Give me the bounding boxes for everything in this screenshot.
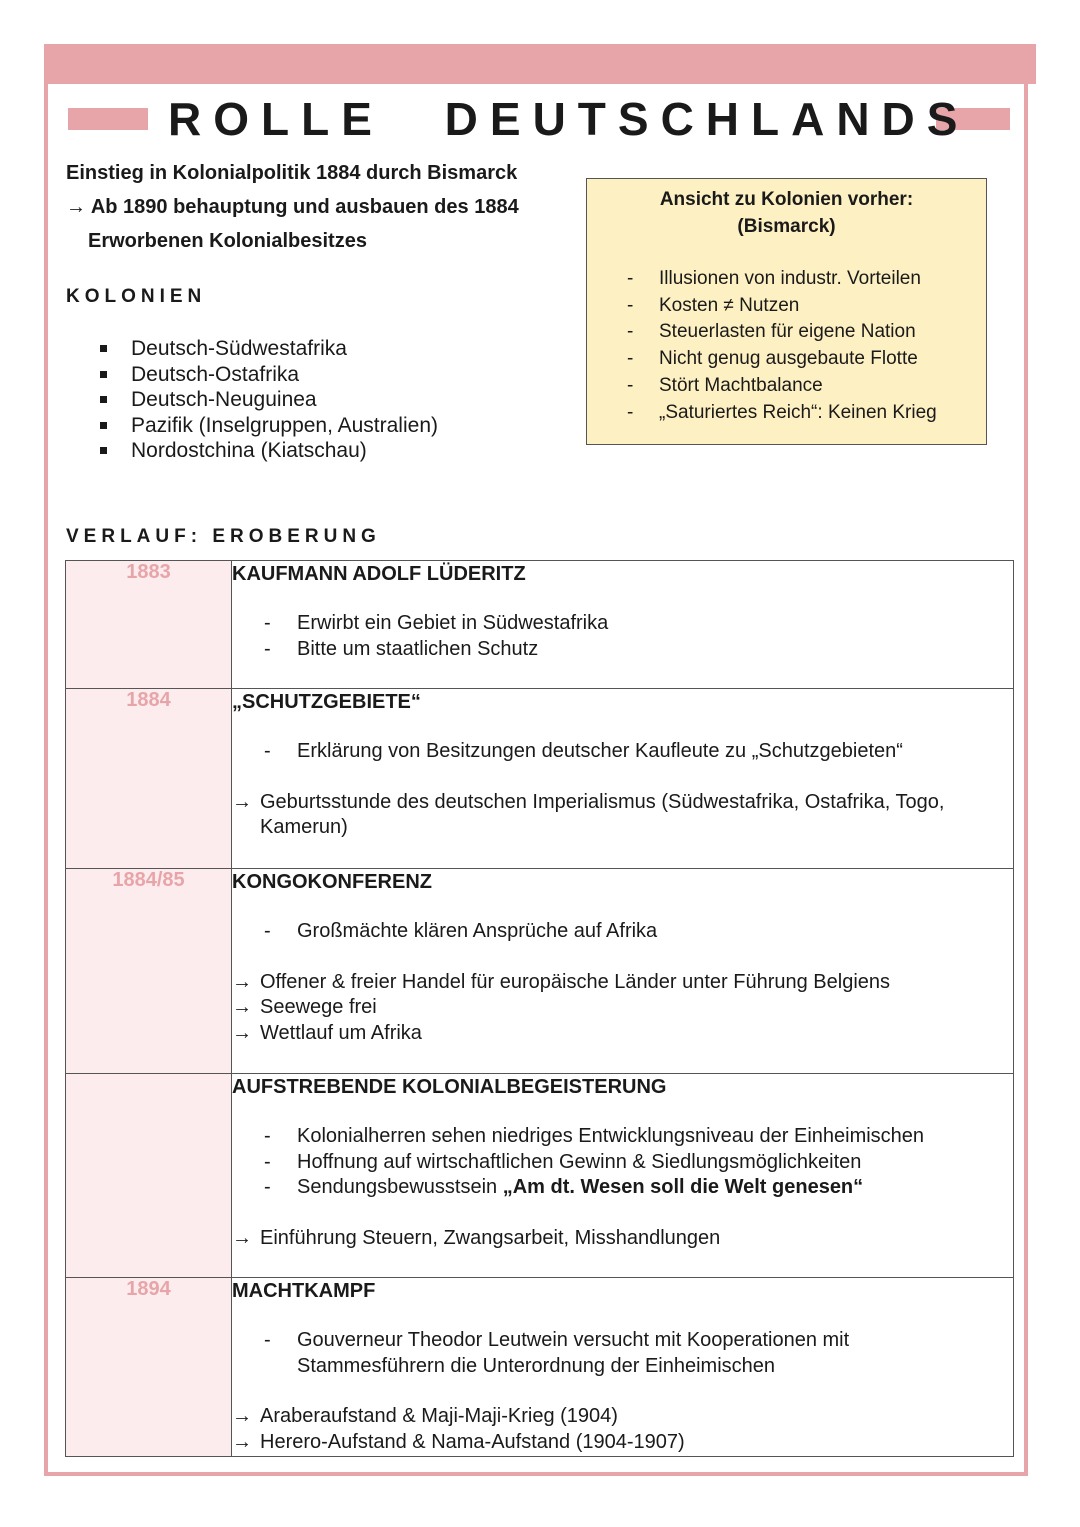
intro-line-3: Erworbenen Kolonialbesitzes [88,230,367,252]
timeline-row-title: KONGOKONFERENZ [232,871,432,893]
title-word-1: ROLLE [168,93,384,145]
colony-item: Deutsch-Südwestafrika [96,336,438,362]
timeline-year: 1894 [66,1278,232,1457]
timeline-bullets [232,919,1013,945]
note-title-line-1: Ansicht zu Kolonien vorher: [659,189,914,210]
colony-item: Nordostchina (Kiatschau) [96,438,438,464]
timeline-year: 1884 [66,689,232,869]
timeline-row [66,561,1014,689]
bullet-quote: „Am dt. Wesen soll die Welt genesen“ [502,1176,864,1198]
timeline-row [66,869,1014,1074]
timeline-content [232,869,1014,1074]
colony-item: Pazifik (Inselgruppen, Australien) [96,413,438,439]
note-title-line-2: (Bismarck) [737,216,836,237]
timeline-bullets [232,1124,1013,1201]
timeline-row [66,1074,1014,1278]
timeline-content [232,1278,1014,1457]
timeline-bullet: - Kolonialherren sehen niedriges Entwicklungsniveau der Einheimischen [232,1124,1013,1150]
title-word-2: DEUTSCHLANDS [444,93,970,145]
timeline-arrow-item: → Wettlauf um Afrika [232,1021,1013,1047]
colonies-heading: KOLONIEN [66,286,207,307]
timeline-bullet: - Erwirbt ein Gebiet in Südwestafrika [232,611,1013,637]
title-accent-left [68,108,148,130]
timeline-table [65,560,1014,1457]
timeline-row [66,689,1014,869]
note-title [587,186,986,240]
timeline-row-title: MACHTKAMPF [232,1280,376,1302]
timeline-arrow-item: → Einführung Steuern, Zwangsarbeit, Misshandlungen [232,1226,1013,1252]
note-item: - Stört Machtbalance [627,373,937,400]
timeline-arrow-item: → Herero-Aufstand & Nama-Aufstand (1904-1907) [232,1430,1013,1456]
timeline-arrows [232,970,1013,1047]
timeline-bullet: - Hoffnung auf wirtschaftlichen Gewinn & Siedlungsmöglichkeiten [232,1150,1013,1176]
timeline-arrow-item: → Araberaufstand & Maji-Maji-Krieg (1904) [232,1404,1013,1430]
timeline-year: 1883 [66,561,232,689]
page-title [150,92,970,146]
timeline-row [66,1278,1014,1457]
note-list [627,266,937,426]
bullet-prefix: Sendungsbewusstsein [297,1176,503,1198]
timeline-content [232,561,1014,689]
timeline-arrow-item: → Seewege frei [232,995,1013,1021]
timeline-row-title: AUFSTREBENDE KOLONIALBEGEISTERUNG [232,1076,667,1098]
timeline-bullet: - Bitte um staatlichen Schutz [232,637,1013,663]
note-item: - Nicht genug ausgebaute Flotte [627,346,937,373]
colonies-list [96,336,438,464]
timeline-bullet [232,1175,1013,1201]
timeline-bullet: - Erklärung von Besitzungen deutscher Kaufleute zu „Schutzgebieten“ [232,739,1013,765]
note-item: - Kosten ≠ Nutzen [627,293,937,320]
colony-item: Deutsch-Neuguinea [96,387,438,413]
timeline-arrow-item: → Offener & freier Handel für europäische Länder unter Führung Belgiens [232,970,1013,996]
timeline-arrows [232,1226,1013,1252]
timeline-heading: VERLAUF: EROBERUNG [66,526,381,547]
intro-line-1: Einstieg in Kolonialpolitik 1884 durch Bismarck [66,162,518,184]
timeline-arrow-item: → Geburtsstunde des deutschen Imperialismus (Südwestafrika, Ostafrika, Togo, Kamerun) [232,790,1013,841]
timeline-arrows [232,1404,1013,1455]
intro-text [66,156,519,258]
timeline-year [66,1074,232,1278]
timeline-bullet: - Großmächte klären Ansprüche auf Afrika [232,919,1013,945]
bismarck-view-note [586,178,987,445]
note-item: - „Saturiertes Reich“: Keinen Krieg [627,400,937,427]
timeline-content [232,689,1014,869]
intro-line-2: → Ab 1890 behauptung und ausbauen des 1884 [66,196,519,218]
note-item: - Illusionen von industr. Vorteilen [627,266,937,293]
timeline-bullets [232,1328,1013,1379]
timeline-row-title: „SCHUTZGEBIETE“ [232,691,421,713]
timeline-arrows [232,790,1013,841]
timeline-bullet: - Gouverneur Theodor Leutwein versucht mit Kooperationen mit Stammesführern die Unterordnung der Einheimischen [232,1328,1013,1379]
timeline-bullets [232,739,1013,765]
timeline-content [232,1074,1014,1278]
note-item: - Steuerlasten für eigene Nation [627,319,937,346]
timeline-row-title: KAUFMANN ADOLF LÜDERITZ [232,563,526,585]
timeline-bullets [232,611,1013,662]
colony-item: Deutsch-Ostafrika [96,362,438,388]
timeline-year: 1884/85 [66,869,232,1074]
